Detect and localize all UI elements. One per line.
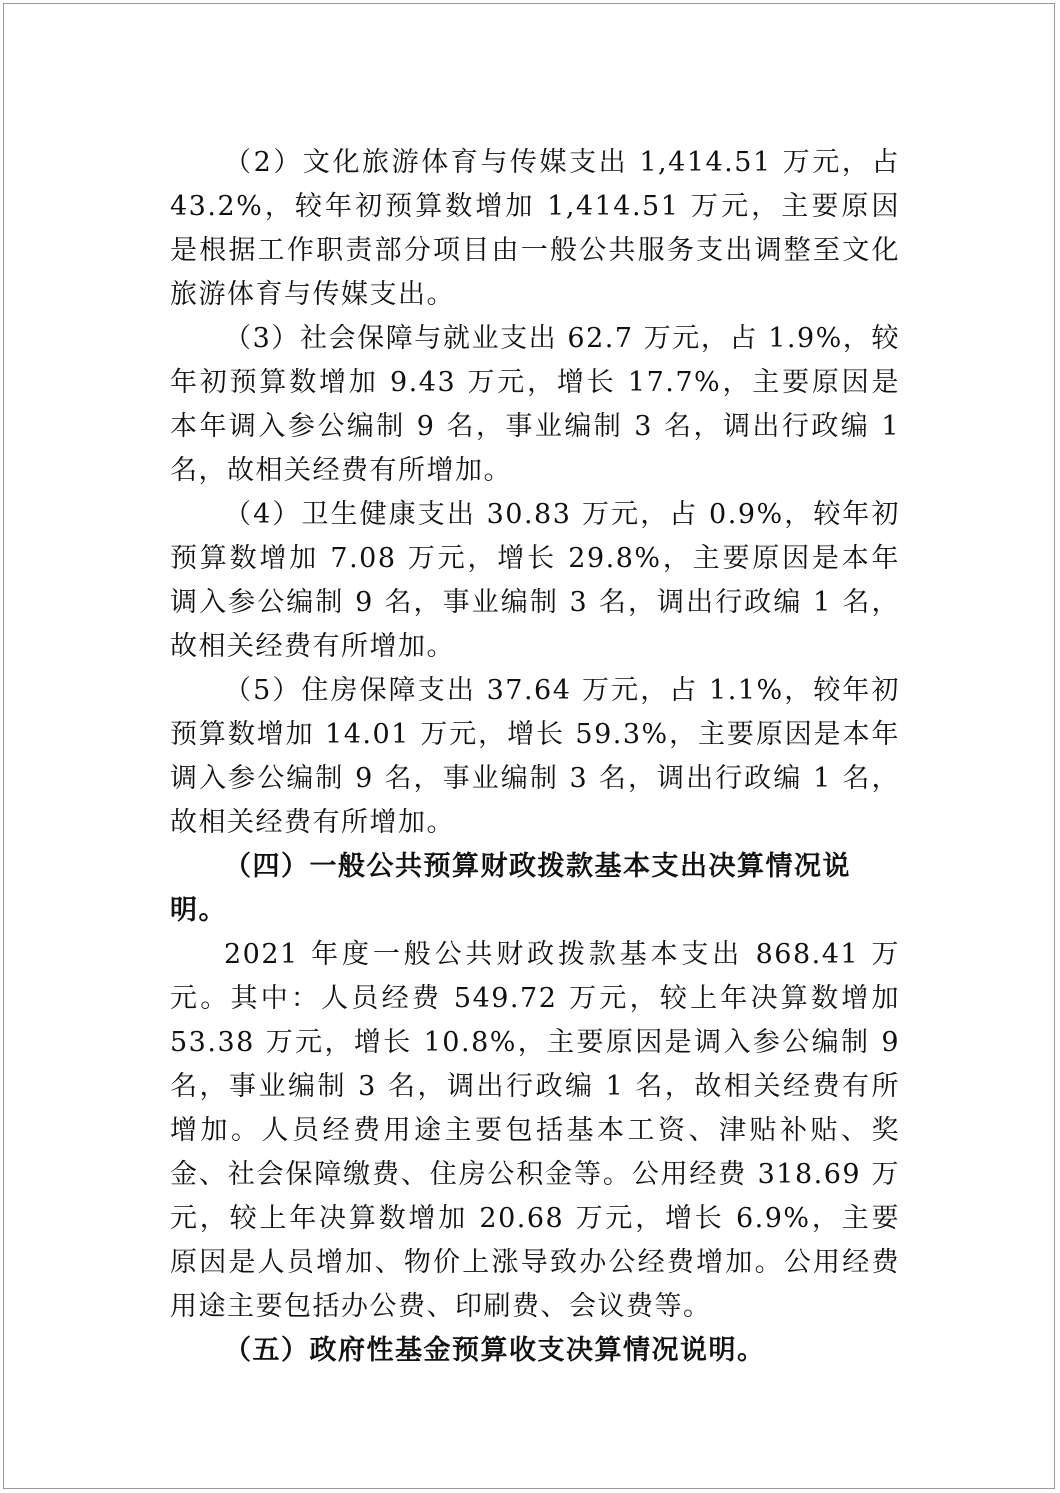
section-5-heading: （五）政府性基金预算收支决算情况说明。 [224, 1335, 766, 1366]
document-body [170, 141, 900, 1373]
document-page [3, 3, 1055, 1489]
paragraph-housing-security: （5）住房保障支出 37.64 万元，占 1.1%，较年初预算数增加 14.01 万元，增长 59.3%，主要原因是本年调入参公编制 9 名，事业编制 3 名，调出行政编 1 名，故相关经费有所增加。 [170, 675, 900, 838]
section-4-body: 2021 年度一般公共财政拨款基本支出 868.41 万元。其中：人员经费 549.72 万元，较上年决算数增加 53.38 万元，增长 10.8%，主要原因是调入参公编制 9 名，事业编制 3 名，调出行政编 1 名，故相关经费有所增加。人员经费用途主要包括基本工资、津贴补贴、奖金、社会保障缴费、住房公积金等。公用经费 318.69 万元，较上年决算数增加 20.68 万元，增长 6.9%，主要原因是人员增加、物价上涨导致办公经费增加。公用经费用途主要包括办公费、印刷费、会议费等。 [170, 939, 900, 1322]
section-4-heading: （四）一般公共预算财政拨款基本支出决算情况说明。 [170, 851, 851, 926]
paragraph-health: （4）卫生健康支出 30.83 万元，占 0.9%，较年初预算数增加 7.08 万元，增长 29.8%，主要原因是本年调入参公编制 9 名，事业编制 3 名，调出行政编 1 名，故相关经费有所增加。 [170, 499, 900, 662]
paragraph-social-security-employment: （3）社会保障与就业支出 62.7 万元，占 1.9%，较年初预算数增加 9.43 万元，增长 17.7%，主要原因是本年调入参公编制 9 名，事业编制 3 名，调出行政编 1 名，故相关经费有所增加。 [170, 323, 900, 486]
paragraph-culture-tourism-sports-media: （2）文化旅游体育与传媒支出 1,414.51 万元，占 43.2%，较年初预算数增加 1,414.51 万元，主要原因是根据工作职责部分项目由一般公共服务支出调整至文化旅游体育与传媒支出。 [170, 147, 900, 310]
